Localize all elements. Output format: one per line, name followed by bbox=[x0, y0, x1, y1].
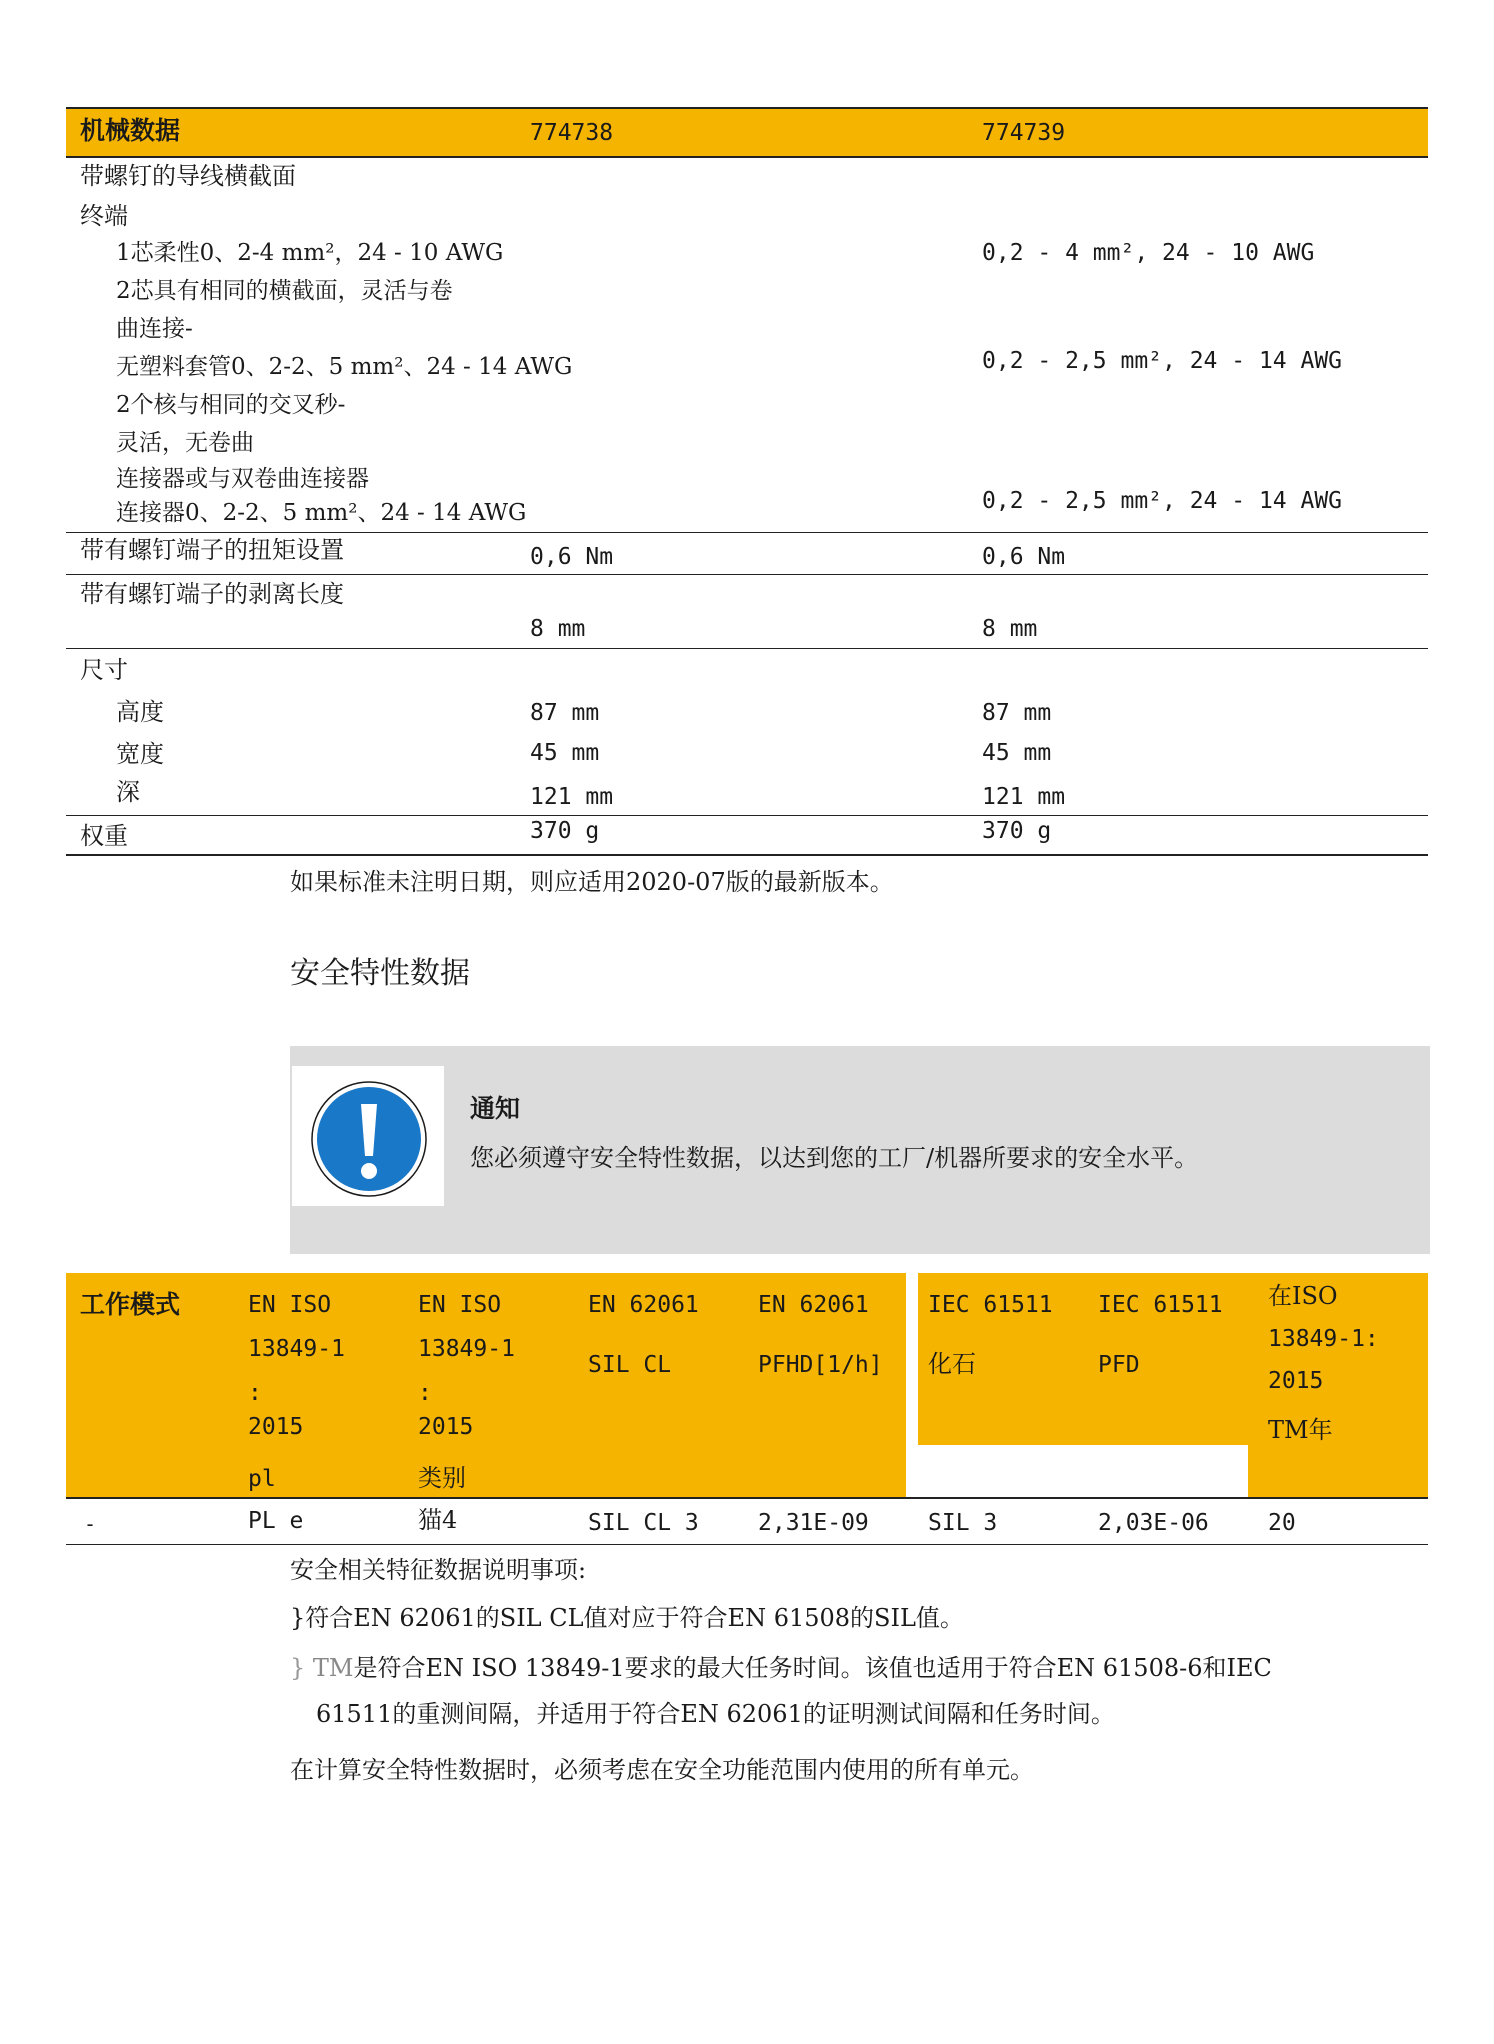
row2-value: 0,2 - 2,5 mm², 24 - 14 AWG bbox=[982, 348, 1343, 374]
width-value-1: 45 mm bbox=[530, 740, 600, 766]
rule-after-torque bbox=[66, 574, 1428, 575]
safety-h4-line2: PFHD[1/h] bbox=[758, 1352, 883, 1378]
depth-label: 深 bbox=[116, 778, 140, 806]
safety-h7-line2: 13849-1: bbox=[1268, 1326, 1379, 1352]
safety-h4-line1: EN 62061 bbox=[758, 1292, 869, 1318]
strip-label: 带有螺钉端子的剥离长度 bbox=[80, 580, 344, 608]
height-value-1: 87 mm bbox=[530, 700, 600, 726]
safety-h7-line4: TM年 bbox=[1268, 1416, 1333, 1444]
note-2-line2: 61511的重测间隔，并适用于符合EN 62061的证明测试间隔和任务时间。 bbox=[316, 1700, 1115, 1728]
torque-label: 带有螺钉端子的扭矩设置 bbox=[80, 536, 344, 564]
row1-value: 0,2 - 4 mm², 24 - 10 AWG bbox=[982, 240, 1315, 266]
safety-section-title: 安全特性数据 bbox=[290, 956, 470, 991]
safety-cell-pl: PL e bbox=[248, 1508, 304, 1534]
weight-label: 权重 bbox=[80, 822, 128, 850]
safety-h2-line1: EN ISO bbox=[418, 1292, 502, 1318]
row3-label-line4: 连接器0、2-2、5 mm²、24 - 14 AWG bbox=[116, 500, 527, 526]
row2-label-line1: 2芯具有相同的横截面，灵活与卷 bbox=[116, 278, 453, 304]
row2-label-line3: 无塑料套管0、2-2、5 mm²、24 - 14 AWG bbox=[116, 354, 573, 380]
note-2-line1 bbox=[290, 1654, 1272, 1683]
depth-value-2: 121 mm bbox=[982, 784, 1066, 810]
cross-section-title: 带螺钉的导线横截面 bbox=[80, 162, 296, 190]
row3-value: 0,2 - 2,5 mm², 24 - 14 AWG bbox=[982, 488, 1343, 514]
safety-h3-line1: EN 62061 bbox=[588, 1292, 699, 1318]
note-1: }符合EN 62061的SIL CL值对应于符合EN 61508的SIL值。 bbox=[290, 1604, 964, 1632]
standard-note: 如果标准未注明日期，则应适用2020-07版的最新版本。 bbox=[290, 868, 894, 896]
safety-h1-line1: EN ISO bbox=[248, 1292, 332, 1318]
safety-h-mode: 工作模式 bbox=[80, 1290, 181, 1319]
row3-label-line3: 连接器或与双卷曲连接器 bbox=[116, 466, 369, 492]
depth-value-1: 121 mm bbox=[530, 784, 614, 810]
height-label: 高度 bbox=[116, 698, 164, 726]
safety-table-bottom-rule bbox=[66, 1544, 1428, 1545]
mech-header-col2: 774739 bbox=[982, 120, 1066, 146]
note-2-bullet: } bbox=[290, 1654, 306, 1682]
final-note: 在计算安全特性数据时，必须考虑在安全功能范围内使用的所有单元。 bbox=[290, 1756, 1034, 1784]
safety-cell-silcl: SIL CL 3 bbox=[588, 1510, 699, 1536]
strip-value-1: 8 mm bbox=[530, 616, 586, 642]
safety-h6-line1: IEC 61511 bbox=[1098, 1292, 1223, 1318]
safety-h2-line4: 2015 bbox=[418, 1414, 474, 1440]
rule-after-strip bbox=[66, 648, 1428, 649]
safety-h6-line2: PFD bbox=[1098, 1352, 1140, 1378]
row3-label-line1: 2个核与相同的交叉秒- bbox=[116, 392, 346, 418]
safety-cell-pfd: 2,03E-06 bbox=[1098, 1510, 1209, 1536]
row2-label-line2: 曲连接- bbox=[116, 316, 193, 342]
row3-label-line2: 灵活，无卷曲 bbox=[116, 430, 254, 456]
mech-header-top-rule bbox=[66, 107, 1428, 109]
note-2-tm: TM bbox=[312, 1654, 354, 1682]
mech-header-bottom-rule bbox=[66, 156, 1428, 158]
exclamation-icon bbox=[310, 1080, 428, 1198]
safety-cell-sil: SIL 3 bbox=[928, 1510, 998, 1536]
safety-h7-line3: 2015 bbox=[1268, 1368, 1324, 1394]
safety-cell-category: 猫4 bbox=[418, 1506, 458, 1534]
safety-h2-line3: : bbox=[418, 1380, 432, 1406]
safety-h5-line1: IEC 61511 bbox=[928, 1292, 1053, 1318]
weight-value-2: 370 g bbox=[982, 818, 1052, 844]
mech-header-title: 机械数据 bbox=[80, 116, 181, 145]
notes-title: 安全相关特征数据说明事项: bbox=[290, 1556, 587, 1584]
mech-header-col1: 774738 bbox=[530, 120, 614, 146]
width-label: 宽度 bbox=[116, 740, 164, 768]
torque-value-1: 0,6 Nm bbox=[530, 544, 614, 570]
safety-h2-line2: 13849-1 bbox=[418, 1336, 515, 1362]
safety-h2-line5: 类别 bbox=[418, 1464, 466, 1492]
safety-h1-line2: 13849-1 bbox=[248, 1336, 345, 1362]
safety-header-bottom-rule bbox=[66, 1497, 1428, 1499]
mech-header-band bbox=[66, 108, 1428, 156]
notice-text: 您必须遵守安全特性数据，以达到您的工厂/机器所要求的安全水平。 bbox=[470, 1144, 1199, 1172]
height-value-2: 87 mm bbox=[982, 700, 1052, 726]
mech-bottom-rule bbox=[66, 854, 1428, 856]
safety-h1-line3: : bbox=[248, 1380, 262, 1406]
safety-cell-pfhd: 2,31E-09 bbox=[758, 1510, 869, 1536]
note-2-text: 是符合EN ISO 13849-1要求的最大任务时间。该值也适用于符合EN 61508-6和IEC bbox=[353, 1654, 1272, 1682]
terminal-label: 终端 bbox=[80, 202, 128, 230]
torque-value-2: 0,6 Nm bbox=[982, 544, 1066, 570]
weight-value-1: 370 g bbox=[530, 818, 600, 844]
safety-h7-line1: 在ISO bbox=[1268, 1282, 1338, 1310]
safety-h1-line4: 2015 bbox=[248, 1414, 304, 1440]
dimensions-label: 尺寸 bbox=[80, 656, 128, 684]
rule-after-dimensions bbox=[66, 815, 1428, 816]
strip-value-2: 8 mm bbox=[982, 616, 1038, 642]
safety-h1-line5: pl bbox=[248, 1466, 276, 1492]
safety-cell-tm: 20 bbox=[1268, 1510, 1296, 1536]
width-value-2: 45 mm bbox=[982, 740, 1052, 766]
safety-h5-line2: 化石 bbox=[928, 1350, 976, 1378]
safety-h3-line2: SIL CL bbox=[588, 1352, 672, 1378]
row1-label: 1芯柔性0、2-4 mm²，24 - 10 AWG bbox=[116, 240, 504, 266]
rule-after-cross-section bbox=[66, 532, 1428, 533]
notice-title: 通知 bbox=[470, 1094, 521, 1123]
safety-cell-mode: - bbox=[84, 1512, 97, 1536]
